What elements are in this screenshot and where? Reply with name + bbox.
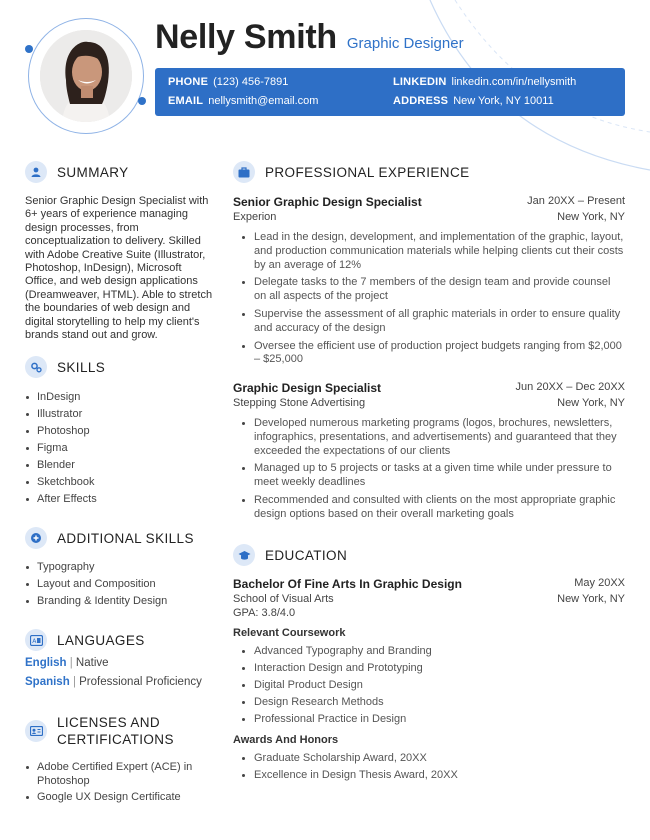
list-item: Figma bbox=[25, 440, 215, 457]
contact-email bbox=[168, 95, 318, 107]
phone-label: PHONE bbox=[168, 76, 209, 88]
education-title: EDUCATION bbox=[265, 547, 348, 563]
language-level: Professional Proficiency bbox=[79, 676, 202, 688]
id-card-icon bbox=[25, 720, 47, 742]
job-role: Graphic Design Specialist bbox=[233, 381, 382, 395]
graduation-cap-icon bbox=[233, 544, 255, 566]
list-item: Oversee the efficient use of production project budgets ranging from $2,000 – $25,000 bbox=[233, 340, 625, 368]
job-role: Senior Graphic Design Specialist bbox=[233, 195, 422, 209]
email-value: nellysmith@email.com bbox=[208, 95, 319, 107]
certifications-heading bbox=[25, 714, 174, 748]
summary-title: SUMMARY bbox=[57, 164, 129, 180]
degree: Bachelor Of Fine Arts In Graphic Design bbox=[233, 577, 462, 591]
list-item: Managed up to 5 projects or tasks at a given time while under pressure to meet weekly deadlines bbox=[233, 462, 625, 490]
language-row: Spanish | Professional Proficiency bbox=[25, 676, 202, 688]
education-entry bbox=[233, 577, 625, 784]
translate-icon bbox=[25, 629, 47, 651]
list-item: Sketchbook bbox=[25, 474, 215, 491]
list-item: Recommended and consulted with clients on the most appropriate graphic design options based on their overall marketing goals bbox=[233, 494, 625, 522]
language-row: English | Native bbox=[25, 657, 109, 669]
gears-icon bbox=[25, 356, 47, 378]
list-item: Delegate tasks to the 7 members of the design team and provide counsel on all aspects of the project bbox=[233, 276, 625, 304]
list-item: Illustrator bbox=[25, 406, 215, 423]
name-block bbox=[155, 18, 464, 57]
language-name: English bbox=[25, 657, 67, 669]
list-item: Photoshop bbox=[25, 423, 215, 440]
list-item: Blender bbox=[25, 457, 215, 474]
contact-bar bbox=[155, 68, 625, 116]
gpa: GPA: 3.8/4.0 bbox=[233, 607, 296, 619]
list-item: Branding & Identity Design bbox=[25, 593, 215, 610]
person-icon bbox=[25, 161, 47, 183]
coursework-heading: Relevant Coursework bbox=[233, 627, 346, 639]
skills-title: SKILLS bbox=[57, 359, 106, 375]
list-item: After Effects bbox=[25, 491, 215, 508]
list-item: Layout and Composition bbox=[25, 576, 215, 593]
job-bullets bbox=[233, 231, 625, 367]
list-item: Advanced Typography and Branding bbox=[233, 643, 625, 660]
job-company: Experion bbox=[233, 211, 277, 223]
frame-dot bbox=[25, 45, 33, 53]
full-name: Nelly Smith bbox=[155, 18, 337, 56]
job-location: New York, NY bbox=[557, 397, 625, 409]
certifications-title bbox=[57, 714, 174, 748]
list-item: Interaction Design and Prototyping bbox=[233, 660, 625, 677]
experience-title: PROFESSIONAL EXPERIENCE bbox=[265, 164, 470, 180]
coursework-list bbox=[233, 643, 625, 728]
contact-linkedin bbox=[393, 76, 576, 88]
list-item: Design Research Methods bbox=[233, 694, 625, 711]
list-item: InDesign bbox=[25, 389, 215, 406]
certifications-title-line1: LICENSES AND bbox=[57, 715, 161, 730]
list-item: Developed numerous marketing programs (logos, brochures, newsletters, infographics, presentations, and advertisements) and guaranteed that they exceeded the expectations of our clients bbox=[233, 417, 625, 458]
job-dates: Jan 20XX – Present bbox=[527, 195, 625, 207]
skills-heading bbox=[25, 356, 105, 378]
additional-skills-title: ADDITIONAL SKILLS bbox=[57, 530, 194, 546]
list-item: Professional Practice in Design bbox=[233, 711, 625, 728]
address-value: New York, NY 10011 bbox=[453, 95, 554, 107]
profile-photo bbox=[40, 30, 132, 122]
summary-text: Senior Graphic Design Specialist with 6+ years of experience managing design processes, from conceptualization to delivery. Skilled with Adobe Creative Suite (Illustrator, Photoshop, InDesign), Microsoft Office, and web design applications (Dreamweaver, HTML). Able to stretch the boundaries of web design and digital storytelling to help my client's brands stand out and grow. bbox=[25, 195, 213, 342]
list-item: Lead in the design, development, and implementation of the graphic, layout, and production communication materials while helping clients cut their costs by an average of 12% bbox=[233, 231, 625, 272]
language-level: Native bbox=[75, 657, 109, 669]
languages-title: LANGUAGES bbox=[57, 632, 145, 648]
school-location: New York, NY bbox=[557, 593, 625, 605]
linkedin-label: LINKEDIN bbox=[393, 76, 447, 88]
list-item: Google UX Design Certificate bbox=[25, 790, 215, 804]
awards-list bbox=[233, 750, 625, 784]
additional-skills-list bbox=[25, 559, 215, 610]
svg-text:A: A bbox=[31, 637, 36, 645]
school-name: School of Visual Arts bbox=[233, 593, 334, 605]
list-item: Typography bbox=[25, 559, 215, 576]
address-label: ADDRESS bbox=[393, 95, 449, 107]
language-name: Spanish bbox=[25, 676, 70, 688]
experience-heading bbox=[233, 161, 470, 183]
email-label: EMAIL bbox=[168, 95, 204, 107]
job-entry bbox=[233, 195, 625, 371]
contact-phone bbox=[168, 76, 288, 88]
linkedin-value: linkedin.com/in/nellysmith bbox=[451, 76, 577, 88]
contact-address bbox=[393, 95, 554, 107]
languages-heading bbox=[25, 629, 145, 651]
list-item: Supervise the assessment of all graphic materials in order to ensure quality and accuracy of the design bbox=[233, 308, 625, 336]
list-item: Excellence in Design Thesis Award, 20XX bbox=[233, 767, 625, 784]
list-item: Digital Product Design bbox=[233, 677, 625, 694]
education-heading bbox=[233, 544, 347, 566]
education-date: May 20XX bbox=[574, 577, 625, 589]
certifications-list bbox=[25, 760, 215, 804]
skills-list bbox=[25, 389, 215, 508]
job-location: New York, NY bbox=[557, 211, 625, 223]
list-item: Graduate Scholarship Award, 20XX bbox=[233, 750, 625, 767]
job-dates: Jun 20XX – Dec 20XX bbox=[515, 381, 625, 393]
job-entry bbox=[233, 381, 625, 526]
list-item: Adobe Certified Expert (ACE) in Photoshop bbox=[25, 760, 215, 788]
job-bullets bbox=[233, 417, 625, 522]
frame-dot bbox=[138, 97, 146, 105]
certifications-title-line2: CERTIFICATIONS bbox=[57, 732, 174, 747]
plus-circle-icon bbox=[25, 527, 47, 549]
awards-heading: Awards And Honors bbox=[233, 734, 339, 746]
briefcase-icon bbox=[233, 161, 255, 183]
summary-heading bbox=[25, 161, 129, 183]
job-company: Stepping Stone Advertising bbox=[233, 397, 366, 409]
phone-value: (123) 456-7891 bbox=[213, 76, 289, 88]
job-title: Graphic Designer bbox=[346, 35, 464, 52]
additional-skills-heading bbox=[25, 527, 194, 549]
